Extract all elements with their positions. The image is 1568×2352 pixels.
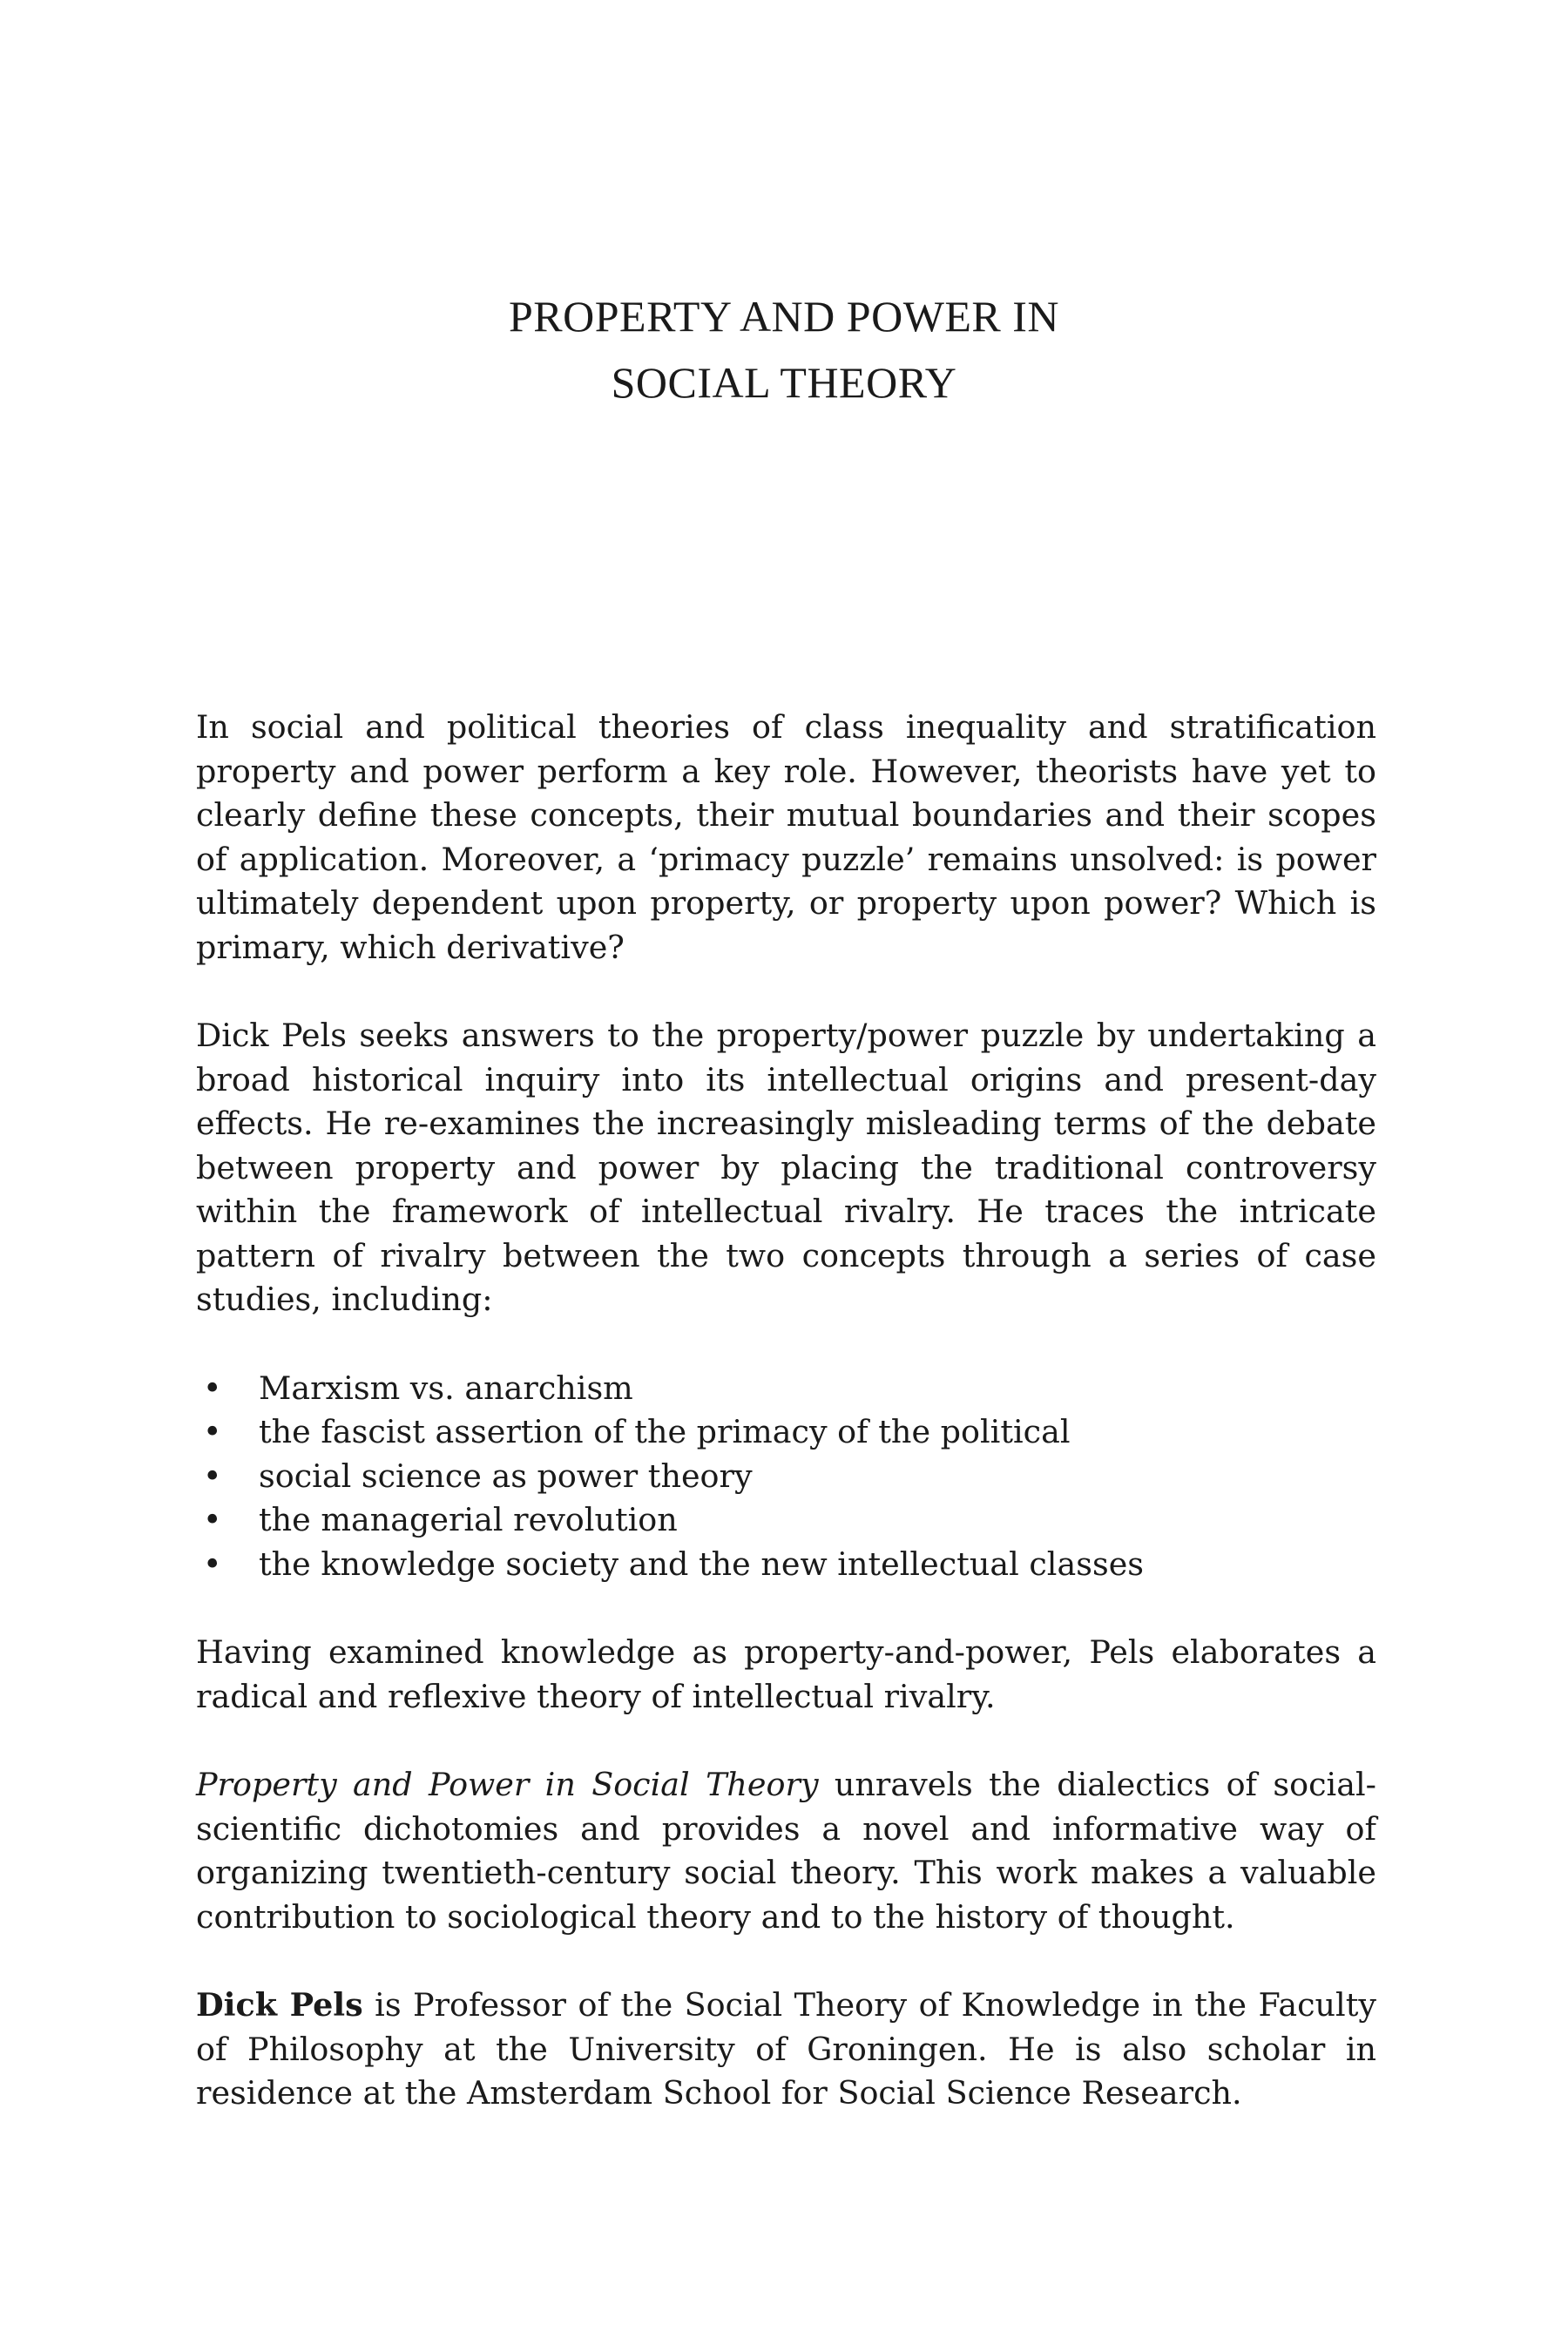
paragraph-inquiry: Dick Pels seeks answers to the property/power puzzle by undertaking a broad historical inquiry into its intellectual origins and present-day effects. He re-examines the increasingly misleading terms of the debate between property and power by placing the traditional controversy within the framework of intellectual rivalry. He traces the intricate pattern of rivalry between the two concepts through a series of case studies, including: — [196, 1017, 1376, 1318]
paragraph-reflexive-theory: Having examined knowledge as property-and-power, Pels elaborates a radical and reflexive theory of intellectual rivalry. — [196, 1633, 1376, 1715]
list-item-text: the fascist assertion of the primacy of the political — [259, 1413, 1071, 1450]
book-summary-text: unravels the dialectics of social-scientific dichotomies and provides a novel and informative way of organizing twentieth-century social theory. This work makes a valuable contribution to sociological theory and to the history of thought. — [196, 1766, 1376, 1936]
case-study-list — [196, 1367, 1376, 1587]
title-line-2: SOCIAL THEORY — [611, 358, 957, 407]
list-item-text: social science as power theory — [259, 1456, 753, 1495]
list-item — [196, 1367, 1376, 1411]
description-body — [196, 706, 1376, 2160]
list-item — [196, 1498, 1376, 1543]
list-item-text: Marxism vs. anarchism — [259, 1369, 633, 1407]
bullet-icon: • — [203, 1456, 222, 1495]
list-item — [196, 1455, 1376, 1499]
list-item — [196, 1410, 1376, 1455]
page-title — [0, 283, 1568, 416]
list-item-text: the knowledge society and the new intellectual classes — [259, 1544, 1145, 1583]
bullet-icon: • — [203, 1369, 222, 1407]
list-item-text: the managerial revolution — [259, 1501, 678, 1538]
paragraph-author-bio — [196, 1984, 1376, 2116]
paragraph-intro: In social and political theories of class inequality and stratification property and power perform a key role. However, theorists have yet to clearly define these concepts, their mutual boundaries and their scopes of application. Moreover, a ‘primacy puzzle’ remains unsolved: is power ultimately dependent upon property, or property upon power? Which is primary, which derivative? — [196, 708, 1376, 966]
author-name: Dick Pels — [196, 1986, 363, 2024]
list-item — [196, 1543, 1376, 1587]
paragraph-book-summary — [196, 1763, 1376, 1939]
title-line-1: PROPERTY AND POWER IN — [508, 292, 1060, 341]
book-title-italic: Property and Power in Social Theory — [196, 1766, 819, 1803]
author-bio-text: is Professor of the Social Theory of Knowledge in the Faculty of Philosophy at the University of Groningen. He is also scholar in residence at the Amsterdam School for Social Science Research. — [196, 1986, 1376, 2112]
bullet-icon: • — [203, 1544, 222, 1583]
bullet-icon: • — [203, 1501, 222, 1538]
bullet-icon: • — [203, 1413, 222, 1450]
